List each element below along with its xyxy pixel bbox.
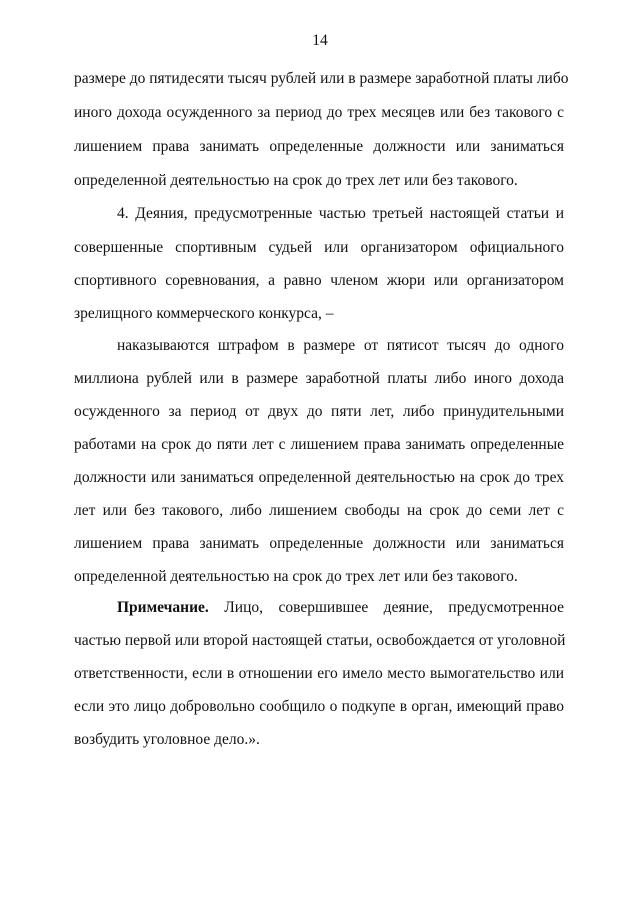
note-line-1-text: Лицо, совершившее деяние, предусмотренное — [224, 599, 564, 616]
page-number: 14 — [312, 32, 328, 49]
paragraph-2-line-1: 4. Деяния, предусмотренные частью третьей настоящей статьи и — [117, 205, 564, 222]
paragraph-3-line-3: осужденного за период от двух до пяти лет, либо принудительными — [74, 403, 564, 420]
note-line-1 — [117, 598, 564, 618]
note-line-4: если это лицо добровольно сообщило о подкупе в орган, имеющий право — [74, 698, 564, 715]
paragraph-1-line-1: размере до пятидесяти тысяч рублей или в размере заработной платы либо — [74, 70, 569, 87]
paragraph-3-line-6: лет или без такового, либо лишением свободы на срок до семи лет с — [74, 502, 564, 519]
paragraph-3-line-7: лишением права занимать определенные должности или заниматься — [74, 535, 564, 552]
note-line-2: частью первой или второй настоящей статьи, освобождается от уголовной — [74, 632, 566, 649]
note-line-5: возбудить уголовное дело.». — [74, 731, 260, 748]
paragraph-3-line-1: наказываются штрафом в размере от пятисот тысяч до одного — [117, 337, 564, 354]
paragraph-2-line-3: спортивного соревнования, а равно членом жюри или организатором — [74, 272, 564, 289]
paragraph-1-line-3: лишением права занимать определенные должности или заниматься — [74, 138, 564, 155]
paragraph-3-line-4: работами на срок до пяти лет с лишением права занимать определенные — [74, 436, 564, 453]
note-line-3: ответственности, если в отношении его имело место вымогательство или — [74, 665, 564, 682]
paragraph-2-line-2: совершенные спортивным судьей или организатором официального — [74, 239, 564, 256]
note-label: Примечание. — [117, 599, 209, 616]
paragraph-3-line-2: миллиона рублей или в размере заработной платы либо иного дохода — [74, 370, 564, 387]
paragraph-2-line-4: зрелищного коммерческого конкурса, – — [74, 305, 334, 322]
paragraph-1-line-2: иного дохода осужденного за период до трех месяцев или без такового с — [74, 104, 564, 121]
paragraph-1-line-4: определенной деятельностью на срок до трех лет или без такового. — [74, 172, 518, 189]
paragraph-3-line-5: должности или заниматься определенной деятельностью на срок до трех — [74, 469, 564, 486]
paragraph-3-line-8: определенной деятельностью на срок до трех лет или без такового. — [74, 568, 518, 585]
